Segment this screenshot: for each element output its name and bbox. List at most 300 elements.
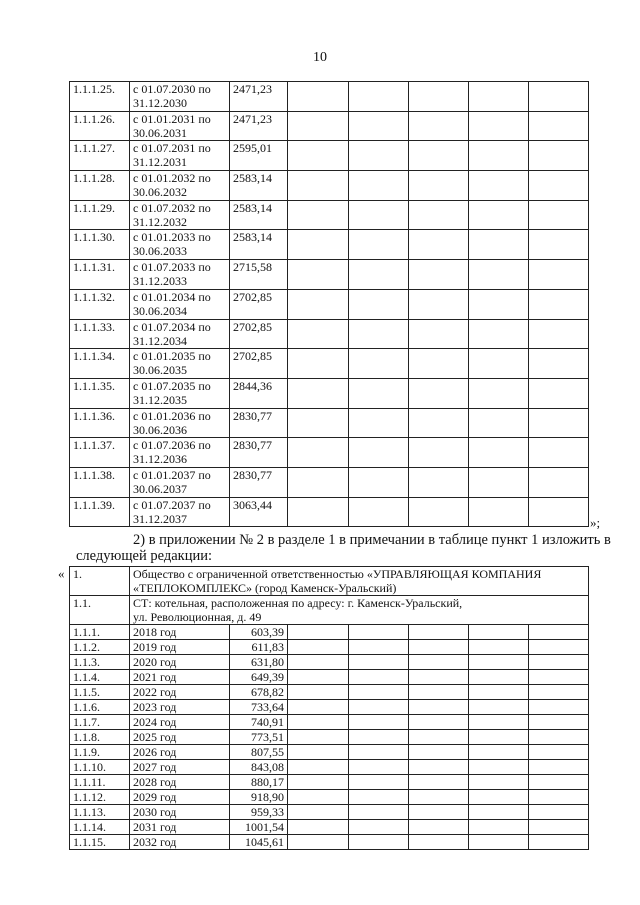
empty-cell [288, 685, 349, 700]
period-start: с 01.07.2036 по [133, 438, 211, 453]
row-value: 2583,14 [230, 200, 288, 230]
org-row [70, 567, 589, 596]
org-name-line2: «ТЕПЛОКОМПЛЕКС» (город Каменск-Уральский) [133, 581, 397, 595]
row-value: 1001,54 [230, 820, 288, 835]
empty-cell [529, 775, 589, 790]
empty-cell [288, 835, 349, 850]
empty-cell [529, 408, 589, 438]
empty-cell [529, 349, 589, 379]
org-name [130, 567, 589, 596]
empty-cell [288, 408, 349, 438]
empty-cell [409, 230, 469, 260]
row-number: 1.1.1.35. [70, 378, 130, 408]
table-row [70, 438, 589, 468]
empty-cell [409, 625, 469, 640]
row-value: 2702,85 [230, 289, 288, 319]
tariff-table-continued [69, 81, 589, 527]
empty-cell [469, 408, 529, 438]
row-number: 1.1.6. [70, 700, 130, 715]
empty-cell [469, 715, 529, 730]
period-end: 31.12.2031 [133, 155, 187, 170]
empty-cell [469, 820, 529, 835]
empty-cell [288, 670, 349, 685]
table-row [70, 625, 589, 640]
empty-cell [288, 230, 349, 260]
empty-cell [409, 835, 469, 850]
table-row [70, 760, 589, 775]
empty-cell [288, 730, 349, 745]
empty-cell [349, 378, 409, 408]
org-name-line1: Общество с ограниченной ответственностью «УПРАВЛЯЮЩАЯ КОМПАНИЯ [133, 567, 542, 581]
table-row [70, 171, 589, 201]
row-number: 1.1.1.26. [70, 111, 130, 141]
table-row [70, 775, 589, 790]
empty-cell [469, 670, 529, 685]
row-number: 1.1.1.37. [70, 438, 130, 468]
empty-cell [529, 760, 589, 775]
row-year: 2026 год [130, 745, 230, 760]
empty-cell [288, 171, 349, 201]
empty-cell [469, 745, 529, 760]
row-year: 2032 год [130, 835, 230, 850]
empty-cell [409, 760, 469, 775]
empty-cell [469, 805, 529, 820]
empty-cell [529, 730, 589, 745]
empty-cell [409, 805, 469, 820]
table-row [70, 408, 589, 438]
empty-cell [469, 111, 529, 141]
empty-cell [288, 805, 349, 820]
table-row [70, 467, 589, 497]
row-year: 2024 год [130, 715, 230, 730]
row-value: 2595,01 [230, 141, 288, 171]
row-year: 2023 год [130, 700, 230, 715]
row-period [130, 497, 230, 527]
row-value: 740,91 [230, 715, 288, 730]
row-year: 2018 год [130, 625, 230, 640]
row-number: 1.1.1.34. [70, 349, 130, 379]
empty-cell [409, 438, 469, 468]
empty-cell [529, 790, 589, 805]
row-year: 2027 год [130, 760, 230, 775]
empty-cell [469, 141, 529, 171]
empty-cell [469, 790, 529, 805]
row-period [130, 230, 230, 260]
empty-cell [529, 200, 589, 230]
row-number: 1.1.1.39. [70, 497, 130, 527]
empty-cell [409, 730, 469, 745]
empty-cell [288, 775, 349, 790]
empty-cell [288, 640, 349, 655]
source-number: 1.1. [70, 596, 130, 625]
empty-cell [469, 685, 529, 700]
empty-cell [288, 260, 349, 290]
row-number: 1.1.4. [70, 670, 130, 685]
empty-cell [529, 497, 589, 527]
row-number: 1.1.5. [70, 685, 130, 700]
row-number: 1.1.10. [70, 760, 130, 775]
empty-cell [288, 349, 349, 379]
period-end: 30.06.2031 [133, 125, 187, 140]
empty-cell [409, 319, 469, 349]
empty-cell [288, 655, 349, 670]
empty-cell [469, 349, 529, 379]
empty-cell [469, 730, 529, 745]
row-value: 2583,14 [230, 230, 288, 260]
period-end: 30.06.2033 [133, 244, 187, 259]
empty-cell [409, 467, 469, 497]
empty-cell [409, 171, 469, 201]
empty-cell [529, 319, 589, 349]
empty-cell [469, 625, 529, 640]
empty-cell [469, 467, 529, 497]
empty-cell [349, 775, 409, 790]
table-row [70, 685, 589, 700]
row-period [130, 319, 230, 349]
period-end: 30.06.2037 [133, 481, 187, 496]
row-period [130, 378, 230, 408]
period-start: с 01.01.2033 по [133, 230, 211, 245]
closing-quote-mark: »; [590, 515, 601, 530]
empty-cell [469, 319, 529, 349]
table-row [70, 319, 589, 349]
row-year: 2030 год [130, 805, 230, 820]
source-row [70, 596, 589, 625]
empty-cell [349, 141, 409, 171]
row-value: 2471,23 [230, 82, 288, 112]
empty-cell [349, 805, 409, 820]
empty-cell [349, 260, 409, 290]
row-period [130, 111, 230, 141]
empty-cell [529, 670, 589, 685]
row-value: 2844,36 [230, 378, 288, 408]
row-value: 880,17 [230, 775, 288, 790]
empty-cell [529, 111, 589, 141]
row-number: 1.1.1.31. [70, 260, 130, 290]
period-start: с 01.01.2031 по [133, 111, 211, 126]
period-end: 31.12.2036 [133, 452, 187, 467]
empty-cell [529, 230, 589, 260]
row-number: 1.1.8. [70, 730, 130, 745]
row-value: 807,55 [230, 745, 288, 760]
empty-cell [288, 625, 349, 640]
table-row [70, 141, 589, 171]
row-value: 2830,77 [230, 408, 288, 438]
empty-cell [349, 200, 409, 230]
empty-cell [529, 82, 589, 112]
row-number: 1.1.1.29. [70, 200, 130, 230]
empty-cell [469, 200, 529, 230]
row-value: 2702,85 [230, 349, 288, 379]
period-end: 31.12.2033 [133, 274, 187, 289]
empty-cell [349, 82, 409, 112]
period-start: с 01.01.2037 по [133, 467, 211, 482]
row-number: 1.1.1.36. [70, 408, 130, 438]
row-year: 2025 год [130, 730, 230, 745]
row-period [130, 438, 230, 468]
empty-cell [529, 835, 589, 850]
row-value: 2702,85 [230, 319, 288, 349]
empty-cell [529, 260, 589, 290]
empty-cell [288, 467, 349, 497]
row-period [130, 200, 230, 230]
row-value: 3063,44 [230, 497, 288, 527]
empty-cell [469, 835, 529, 850]
empty-cell [529, 715, 589, 730]
row-value: 1045,61 [230, 835, 288, 850]
amendment-paragraph: 2) в приложении № 2 в разделе 1 в примечании в таблице пункт 1 изложить в следующей редакции: [76, 532, 611, 564]
empty-cell [409, 655, 469, 670]
row-year: 2020 год [130, 655, 230, 670]
empty-cell [349, 670, 409, 685]
empty-cell [529, 700, 589, 715]
row-period [130, 260, 230, 290]
row-period [130, 349, 230, 379]
row-number: 1.1.11. [70, 775, 130, 790]
empty-cell [349, 497, 409, 527]
row-number: 1.1.1.27. [70, 141, 130, 171]
empty-cell [409, 790, 469, 805]
empty-cell [288, 378, 349, 408]
empty-cell [288, 82, 349, 112]
table-row [70, 670, 589, 685]
period-end: 30.06.2034 [133, 303, 187, 318]
empty-cell [349, 790, 409, 805]
row-number: 1.1.1.25. [70, 82, 130, 112]
table-row [70, 260, 589, 290]
empty-cell [349, 319, 409, 349]
row-value: 2830,77 [230, 467, 288, 497]
row-period [130, 141, 230, 171]
row-value: 603,39 [230, 625, 288, 640]
empty-cell [349, 625, 409, 640]
table-row [70, 745, 589, 760]
table-row [70, 497, 589, 527]
period-end: 31.12.2032 [133, 214, 187, 229]
period-start: с 01.07.2033 по [133, 260, 211, 275]
period-start: с 01.07.2031 по [133, 141, 211, 156]
row-number: 1.1.7. [70, 715, 130, 730]
tariff-table-new [69, 566, 589, 850]
empty-cell [469, 82, 529, 112]
table-row [70, 640, 589, 655]
row-number: 1.1.1.38. [70, 467, 130, 497]
row-number: 1.1.3. [70, 655, 130, 670]
row-value: 631,80 [230, 655, 288, 670]
period-end: 31.12.2030 [133, 96, 187, 110]
empty-cell [529, 685, 589, 700]
empty-cell [349, 820, 409, 835]
empty-cell [409, 260, 469, 290]
empty-cell [349, 230, 409, 260]
empty-cell [469, 640, 529, 655]
row-value: 2583,14 [230, 171, 288, 201]
empty-cell [288, 820, 349, 835]
row-number: 1.1.1.28. [70, 171, 130, 201]
empty-cell [288, 497, 349, 527]
empty-cell [349, 730, 409, 745]
source-address [130, 596, 589, 625]
table-row [70, 835, 589, 850]
row-year: 2029 год [130, 790, 230, 805]
table-row [70, 200, 589, 230]
empty-cell [349, 467, 409, 497]
empty-cell [288, 200, 349, 230]
empty-cell [469, 438, 529, 468]
empty-cell [469, 230, 529, 260]
empty-cell [288, 715, 349, 730]
period-end: 31.12.2037 [133, 511, 187, 526]
org-number: 1. [70, 567, 130, 596]
row-value: 918,90 [230, 790, 288, 805]
row-value: 2830,77 [230, 438, 288, 468]
empty-cell [349, 715, 409, 730]
empty-cell [529, 378, 589, 408]
empty-cell [409, 820, 469, 835]
empty-cell [349, 655, 409, 670]
row-number: 1.1.1. [70, 625, 130, 640]
period-end: 30.06.2035 [133, 363, 187, 378]
table-row [70, 230, 589, 260]
row-value: 649,39 [230, 670, 288, 685]
source-address-line2: ул. Революционная, д. 49 [133, 610, 262, 624]
empty-cell [529, 171, 589, 201]
row-number: 1.1.13. [70, 805, 130, 820]
table-row [70, 378, 589, 408]
row-value: 733,64 [230, 700, 288, 715]
period-end: 31.12.2034 [133, 333, 187, 348]
empty-cell [529, 467, 589, 497]
empty-cell [469, 289, 529, 319]
empty-cell [409, 715, 469, 730]
empty-cell [349, 111, 409, 141]
empty-cell [469, 700, 529, 715]
empty-cell [469, 760, 529, 775]
empty-cell [288, 790, 349, 805]
row-value: 2715,58 [230, 260, 288, 290]
empty-cell [469, 775, 529, 790]
row-number: 1.1.15. [70, 835, 130, 850]
empty-cell [409, 775, 469, 790]
table-row [70, 289, 589, 319]
row-period [130, 467, 230, 497]
source-address-line1: СТ: котельная, расположенная по адресу: г. Каменск-Уральский, [133, 596, 463, 610]
row-period [130, 289, 230, 319]
table-row [70, 82, 589, 112]
row-number: 1.1.9. [70, 745, 130, 760]
empty-cell [409, 685, 469, 700]
table-row [70, 790, 589, 805]
opening-quote-mark: « [58, 566, 65, 581]
row-value: 773,51 [230, 730, 288, 745]
empty-cell [409, 408, 469, 438]
empty-cell [349, 171, 409, 201]
empty-cell [349, 745, 409, 760]
empty-cell [529, 438, 589, 468]
row-period [130, 408, 230, 438]
empty-cell [409, 82, 469, 112]
empty-cell [469, 655, 529, 670]
empty-cell [529, 141, 589, 171]
empty-cell [349, 289, 409, 319]
period-start: с 01.01.2036 по [133, 408, 211, 423]
empty-cell [409, 349, 469, 379]
empty-cell [529, 625, 589, 640]
period-start: с 01.07.2032 по [133, 200, 211, 215]
empty-cell [469, 171, 529, 201]
empty-cell [529, 820, 589, 835]
row-year: 2028 год [130, 775, 230, 790]
empty-cell [349, 760, 409, 775]
row-value: 611,83 [230, 640, 288, 655]
row-value: 843,08 [230, 760, 288, 775]
table-row [70, 820, 589, 835]
empty-cell [469, 260, 529, 290]
table-row [70, 655, 589, 670]
empty-cell [349, 408, 409, 438]
period-start: с 01.07.2030 по [133, 82, 211, 96]
empty-cell [409, 141, 469, 171]
empty-cell [409, 111, 469, 141]
empty-cell [409, 670, 469, 685]
empty-cell [409, 745, 469, 760]
row-value: 2471,23 [230, 111, 288, 141]
row-period [130, 171, 230, 201]
row-number: 1.1.2. [70, 640, 130, 655]
empty-cell [529, 655, 589, 670]
row-value: 959,33 [230, 805, 288, 820]
page-number: 10 [313, 50, 327, 65]
empty-cell [288, 141, 349, 171]
empty-cell [288, 745, 349, 760]
row-year: 2031 год [130, 820, 230, 835]
period-start: с 01.07.2037 по [133, 497, 211, 512]
period-end: 31.12.2035 [133, 392, 187, 407]
table-row [70, 111, 589, 141]
row-number: 1.1.12. [70, 790, 130, 805]
empty-cell [409, 640, 469, 655]
empty-cell [469, 497, 529, 527]
empty-cell [349, 349, 409, 379]
row-number: 1.1.1.32. [70, 289, 130, 319]
table-row [70, 349, 589, 379]
empty-cell [529, 745, 589, 760]
empty-cell [409, 378, 469, 408]
period-start: с 01.01.2032 по [133, 171, 211, 186]
period-start: с 01.07.2034 по [133, 319, 211, 334]
empty-cell [349, 640, 409, 655]
row-value: 678,82 [230, 685, 288, 700]
empty-cell [288, 319, 349, 349]
period-start: с 01.01.2034 по [133, 289, 211, 304]
period-start: с 01.07.2035 по [133, 378, 211, 393]
empty-cell [349, 700, 409, 715]
empty-cell [288, 289, 349, 319]
period-end: 30.06.2036 [133, 422, 187, 437]
empty-cell [349, 438, 409, 468]
empty-cell [288, 700, 349, 715]
empty-cell [288, 760, 349, 775]
empty-cell [349, 835, 409, 850]
empty-cell [529, 640, 589, 655]
empty-cell [349, 685, 409, 700]
empty-cell [469, 378, 529, 408]
empty-cell [409, 200, 469, 230]
table-row [70, 715, 589, 730]
row-year: 2022 год [130, 685, 230, 700]
table-row [70, 730, 589, 745]
row-year: 2021 год [130, 670, 230, 685]
